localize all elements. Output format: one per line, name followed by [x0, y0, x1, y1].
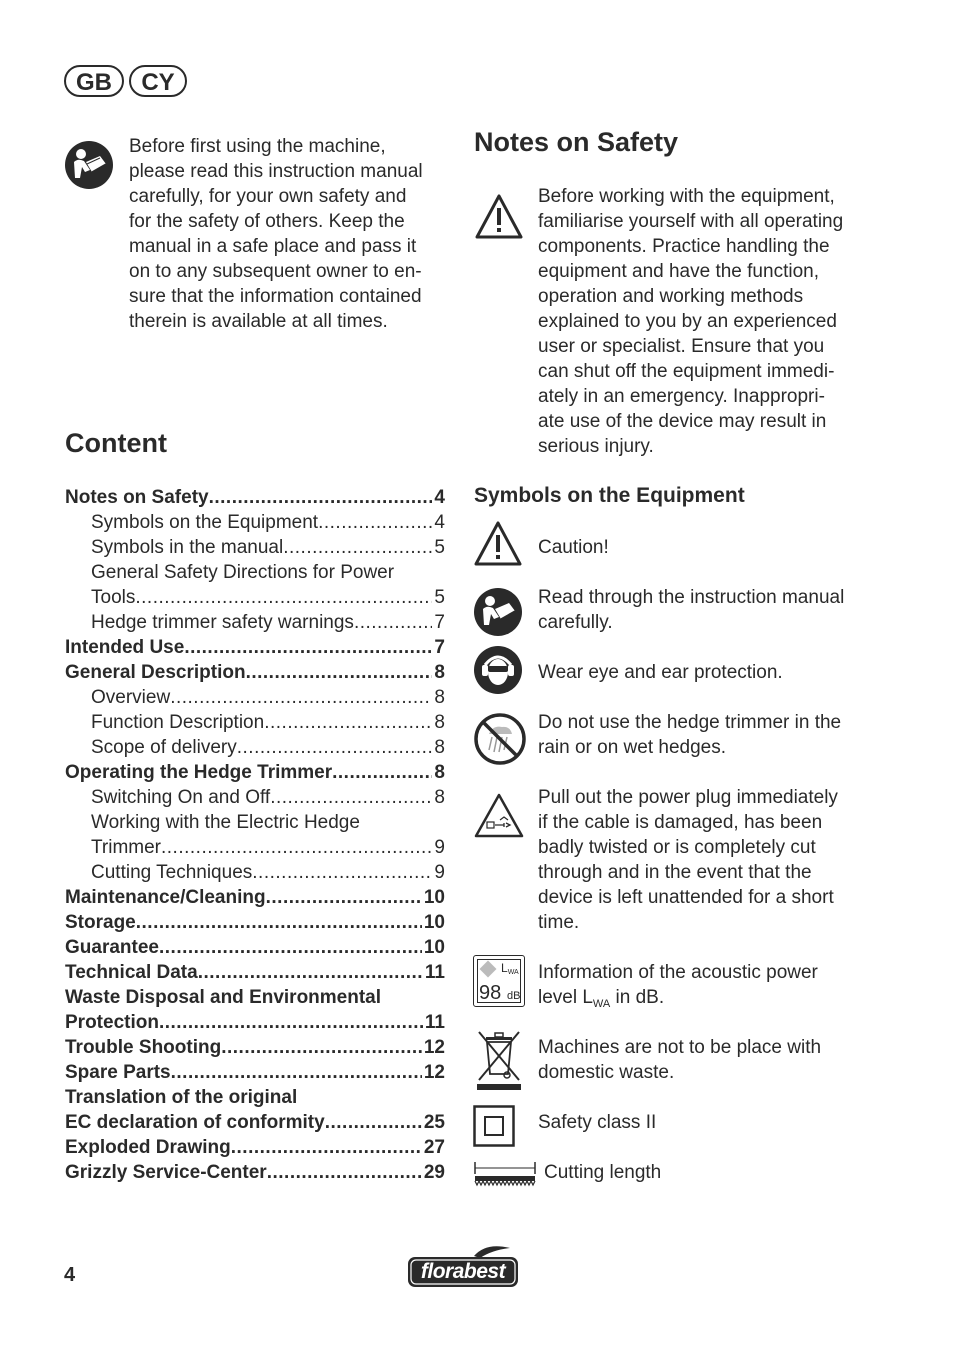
- cutting-length-icon: [473, 1160, 537, 1193]
- symbol-no-rain: [473, 710, 873, 765]
- table-of-contents: [65, 485, 445, 1185]
- toc-leader-dots: [267, 1160, 422, 1185]
- sound-power-value: 98: [479, 982, 502, 1004]
- toc-entry: [65, 685, 445, 710]
- toc-entry-label: Grizzly Service-Center: [65, 1162, 267, 1183]
- toc-entry-label: Operating the Hedge Trimmer: [65, 762, 333, 783]
- toc-leader-dots: [221, 1035, 422, 1060]
- safety-text: [538, 184, 878, 459]
- toc-leader-dots: [237, 735, 433, 760]
- toc-entry-label: Exploded Drawing: [65, 1137, 231, 1158]
- safety-line: familiarise yourself with all operating: [538, 211, 844, 232]
- toc-leader-dots: [170, 685, 432, 710]
- toc-leader-dots: [252, 860, 432, 885]
- toc-entry: [65, 810, 445, 835]
- toc-entry-page: 4: [434, 487, 445, 508]
- toc-leader-dots: [246, 660, 433, 685]
- toc-entry-label: Working with the Electric Hedge: [91, 812, 360, 833]
- toc-entry: [65, 735, 445, 760]
- safety-line: explained to you by an experienced: [538, 311, 837, 332]
- symbol-text: through and in the event that the: [538, 862, 812, 883]
- toc-entry-page: 12: [423, 1037, 445, 1058]
- toc-entry-page: 5: [434, 587, 445, 608]
- toc-entry: [65, 785, 445, 810]
- country-badge-cy: CY: [129, 65, 187, 97]
- toc-entry-label: Translation of the original: [65, 1087, 298, 1108]
- symbol-caution: [473, 520, 873, 570]
- intro-line: Before first using the machine,: [129, 136, 386, 157]
- toc-entry-page: 10: [423, 937, 445, 958]
- symbol-text: device is left unattended for a short: [538, 887, 834, 908]
- symbol-cutting-length: [473, 1158, 873, 1190]
- toc-entry-page: 25: [423, 1112, 445, 1133]
- symbol-text: rain or on wet hedges.: [538, 737, 727, 758]
- toc-entry: [65, 1135, 445, 1160]
- toc-entry-label: Trouble Shooting: [65, 1037, 222, 1058]
- sound-power-unit: dB: [507, 990, 521, 1002]
- toc-leader-dots: [283, 535, 432, 560]
- toc-entry-page: 4: [434, 512, 445, 533]
- intro-line: for the safety of others. Keep the: [129, 211, 405, 232]
- symbol-safety-class: [473, 1105, 873, 1150]
- toc-entry-label: Symbols on the Equipment: [91, 512, 319, 533]
- toc-leader-dots: [231, 1135, 422, 1160]
- toc-entry: [65, 910, 445, 935]
- toc-entry-label: Trimmer: [91, 837, 161, 858]
- toc-entry: [65, 935, 445, 960]
- toc-entry-label: Notes on Safety: [65, 487, 209, 508]
- toc-entry: [65, 835, 445, 860]
- toc-leader-dots: [332, 760, 432, 785]
- toc-entry-label: General Safety Directions for Power: [91, 562, 395, 583]
- toc-entry: [65, 1085, 445, 1110]
- symbol-text: Wear eye and ear protection.: [538, 662, 783, 683]
- toc-entry-page: 5: [434, 537, 445, 558]
- symbol-text: Pull out the power plug immediately: [538, 787, 838, 808]
- toc-entry-label: Spare Parts: [65, 1062, 171, 1083]
- toc-entry: [65, 960, 445, 985]
- intro-line: sure that the information contained: [129, 286, 422, 307]
- toc-entry: [65, 510, 445, 535]
- toc-entry: [65, 1035, 445, 1060]
- toc-entry: [65, 635, 445, 660]
- symbol-unplug-warning: [473, 785, 873, 940]
- sound-power-lwa: $L_{WA}$: [501, 961, 519, 976]
- intro-text: [129, 134, 459, 334]
- toc-leader-dots: [270, 785, 432, 810]
- symbol-read-manual: [473, 585, 873, 640]
- toc-entry: [65, 585, 445, 610]
- florabest-logo: [406, 1246, 520, 1290]
- toc-entry-page: 8: [434, 662, 445, 683]
- toc-entry-label: General Description: [65, 662, 246, 683]
- toc-leader-dots: [136, 910, 422, 935]
- symbol-text: Information of the acoustic power: [538, 962, 818, 983]
- intro-line: carefully, for your own safety and: [129, 186, 407, 207]
- toc-leader-dots: [135, 585, 432, 610]
- safety-line: Before working with the equipment,: [538, 186, 835, 207]
- symbol-text: Do not use the hedge trimmer in the: [538, 712, 842, 733]
- symbol-text: Read through the instruction manual: [538, 587, 845, 608]
- toc-entry: [65, 1010, 445, 1035]
- toc-entry-label: Waste Disposal and Environmental: [65, 987, 382, 1008]
- toc-entry: [65, 760, 445, 785]
- toc-entry-label: EC declaration of conformity: [65, 1112, 325, 1133]
- symbol-weee-bin: [473, 1030, 873, 1095]
- toc-leader-dots: [354, 610, 432, 635]
- toc-leader-dots: [159, 1010, 423, 1035]
- toc-entry: [65, 485, 445, 510]
- symbol-sound-power: [473, 955, 873, 1015]
- symbol-text: carefully.: [538, 612, 613, 633]
- safety-line: ate use of the device may result in: [538, 411, 827, 432]
- toc-entry-page: 8: [434, 762, 445, 783]
- content-heading: Content: [65, 428, 167, 458]
- toc-leader-dots: [198, 960, 423, 985]
- toc-leader-dots: [325, 1110, 422, 1135]
- symbol-text: badly twisted or is completely cut: [538, 837, 816, 858]
- toc-entry-page: 10: [423, 912, 445, 933]
- warning-triangle-icon: [473, 520, 523, 573]
- symbol-text: level $L_{WA}$ in dB.: [538, 987, 665, 1010]
- safety-line: can shut off the equipment immedi-: [538, 361, 835, 382]
- brand-name: florabest: [420, 1260, 506, 1283]
- toc-entry-label: Cutting Techniques: [91, 862, 253, 883]
- toc-entry-label: Technical Data: [65, 962, 198, 983]
- toc-leader-dots: [318, 510, 432, 535]
- toc-leader-dots: [266, 885, 422, 910]
- intro-line: on to any subsequent owner to en-: [129, 261, 422, 282]
- toc-entry-page: 8: [434, 712, 445, 733]
- toc-entry-label: Guarantee: [65, 937, 159, 958]
- symbol-text: Machines are not to be place with: [538, 1037, 822, 1058]
- toc-leader-dots: [184, 635, 432, 660]
- toc-entry-page: 9: [434, 862, 445, 883]
- toc-entry: [65, 985, 445, 1010]
- toc-entry: [65, 885, 445, 910]
- toc-entry-label: Maintenance/Cleaning: [65, 887, 266, 908]
- toc-entry-page: 7: [434, 612, 445, 633]
- safety-line: components. Practice handling the: [538, 236, 830, 257]
- toc-entry: [65, 610, 445, 635]
- safety-line: serious injury.: [538, 436, 654, 457]
- toc-entry-page: 11: [424, 962, 445, 983]
- toc-entry-page: 10: [423, 887, 445, 908]
- toc-entry-label: Storage: [65, 912, 136, 933]
- toc-entry-page: 29: [423, 1162, 445, 1183]
- toc-entry-label: Overview: [91, 687, 171, 708]
- intro-line: manual in a safe place and pass it: [129, 236, 417, 257]
- toc-entry-page: 11: [424, 1012, 445, 1033]
- symbol-text: time.: [538, 912, 580, 933]
- toc-leader-dots: [161, 835, 432, 860]
- page-number: 4: [64, 1264, 76, 1286]
- toc-entry: [65, 535, 445, 560]
- toc-entry-label: Tools: [91, 587, 136, 608]
- toc-entry-page: 8: [434, 737, 445, 758]
- toc-entry-label: Protection: [65, 1012, 159, 1033]
- country-badge-gb: GB: [64, 65, 124, 97]
- toc-entry-page: 27: [423, 1137, 445, 1158]
- toc-entry-page: 9: [434, 837, 445, 858]
- toc-entry-label: Switching On and Off: [91, 787, 271, 808]
- toc-leader-dots: [159, 935, 422, 960]
- toc-entry: [65, 710, 445, 735]
- toc-entry-page: 8: [434, 787, 445, 808]
- symbols-heading: Symbols on the Equipment: [474, 484, 745, 507]
- toc-entry-label: Hedge trimmer safety warnings: [91, 612, 354, 633]
- unplug-warning-icon: [473, 792, 525, 845]
- toc-entry: [65, 560, 445, 585]
- intro-line: please read this instruction manual: [129, 161, 423, 182]
- safety-heading: Notes on Safety: [474, 127, 679, 157]
- toc-entry-label: Symbols in the manual: [91, 537, 284, 558]
- toc-leader-dots: [171, 1060, 422, 1085]
- symbol-text: Safety class II: [538, 1112, 657, 1133]
- warning-triangle-icon: [474, 193, 524, 246]
- safety-class-ii-icon: [473, 1105, 515, 1152]
- toc-entry: [65, 1060, 445, 1085]
- toc-leader-dots: [209, 485, 433, 510]
- toc-entry: [65, 1110, 445, 1135]
- toc-entry: [65, 1160, 445, 1185]
- toc-entry-page: 8: [434, 687, 445, 708]
- toc-entry-label: Scope of delivery: [91, 737, 237, 758]
- no-rain-icon: [473, 712, 527, 771]
- toc-entry-label: Function Description: [91, 712, 265, 733]
- read-manual-icon: [473, 587, 523, 642]
- toc-entry: [65, 660, 445, 685]
- safety-line: equipment and have the function,: [538, 261, 819, 282]
- symbol-text: Cutting length: [544, 1162, 662, 1183]
- eye-ear-protection-icon: [473, 645, 523, 700]
- safety-line: ately in an emergency. Inappropri-: [538, 386, 825, 407]
- symbol-text: domestic waste.: [538, 1062, 675, 1083]
- toc-leader-dots: [264, 710, 432, 735]
- sound-power-icon: [473, 955, 525, 1007]
- symbol-eye-ear-protection: [473, 645, 873, 695]
- symbol-text: if the cable is damaged, has been: [538, 812, 823, 833]
- toc-entry: [65, 860, 445, 885]
- toc-entry-page: 12: [423, 1062, 445, 1083]
- safety-line: user or specialist. Ensure that you: [538, 336, 825, 357]
- toc-entry-label: Intended Use: [65, 637, 185, 658]
- toc-entry-page: 7: [434, 637, 445, 658]
- safety-line: operation and working methods: [538, 286, 804, 307]
- read-manual-icon: [64, 140, 114, 195]
- intro-line: therein is available at all times.: [129, 311, 388, 332]
- symbol-text: Caution!: [538, 537, 609, 558]
- weee-bin-icon: [473, 1028, 525, 1097]
